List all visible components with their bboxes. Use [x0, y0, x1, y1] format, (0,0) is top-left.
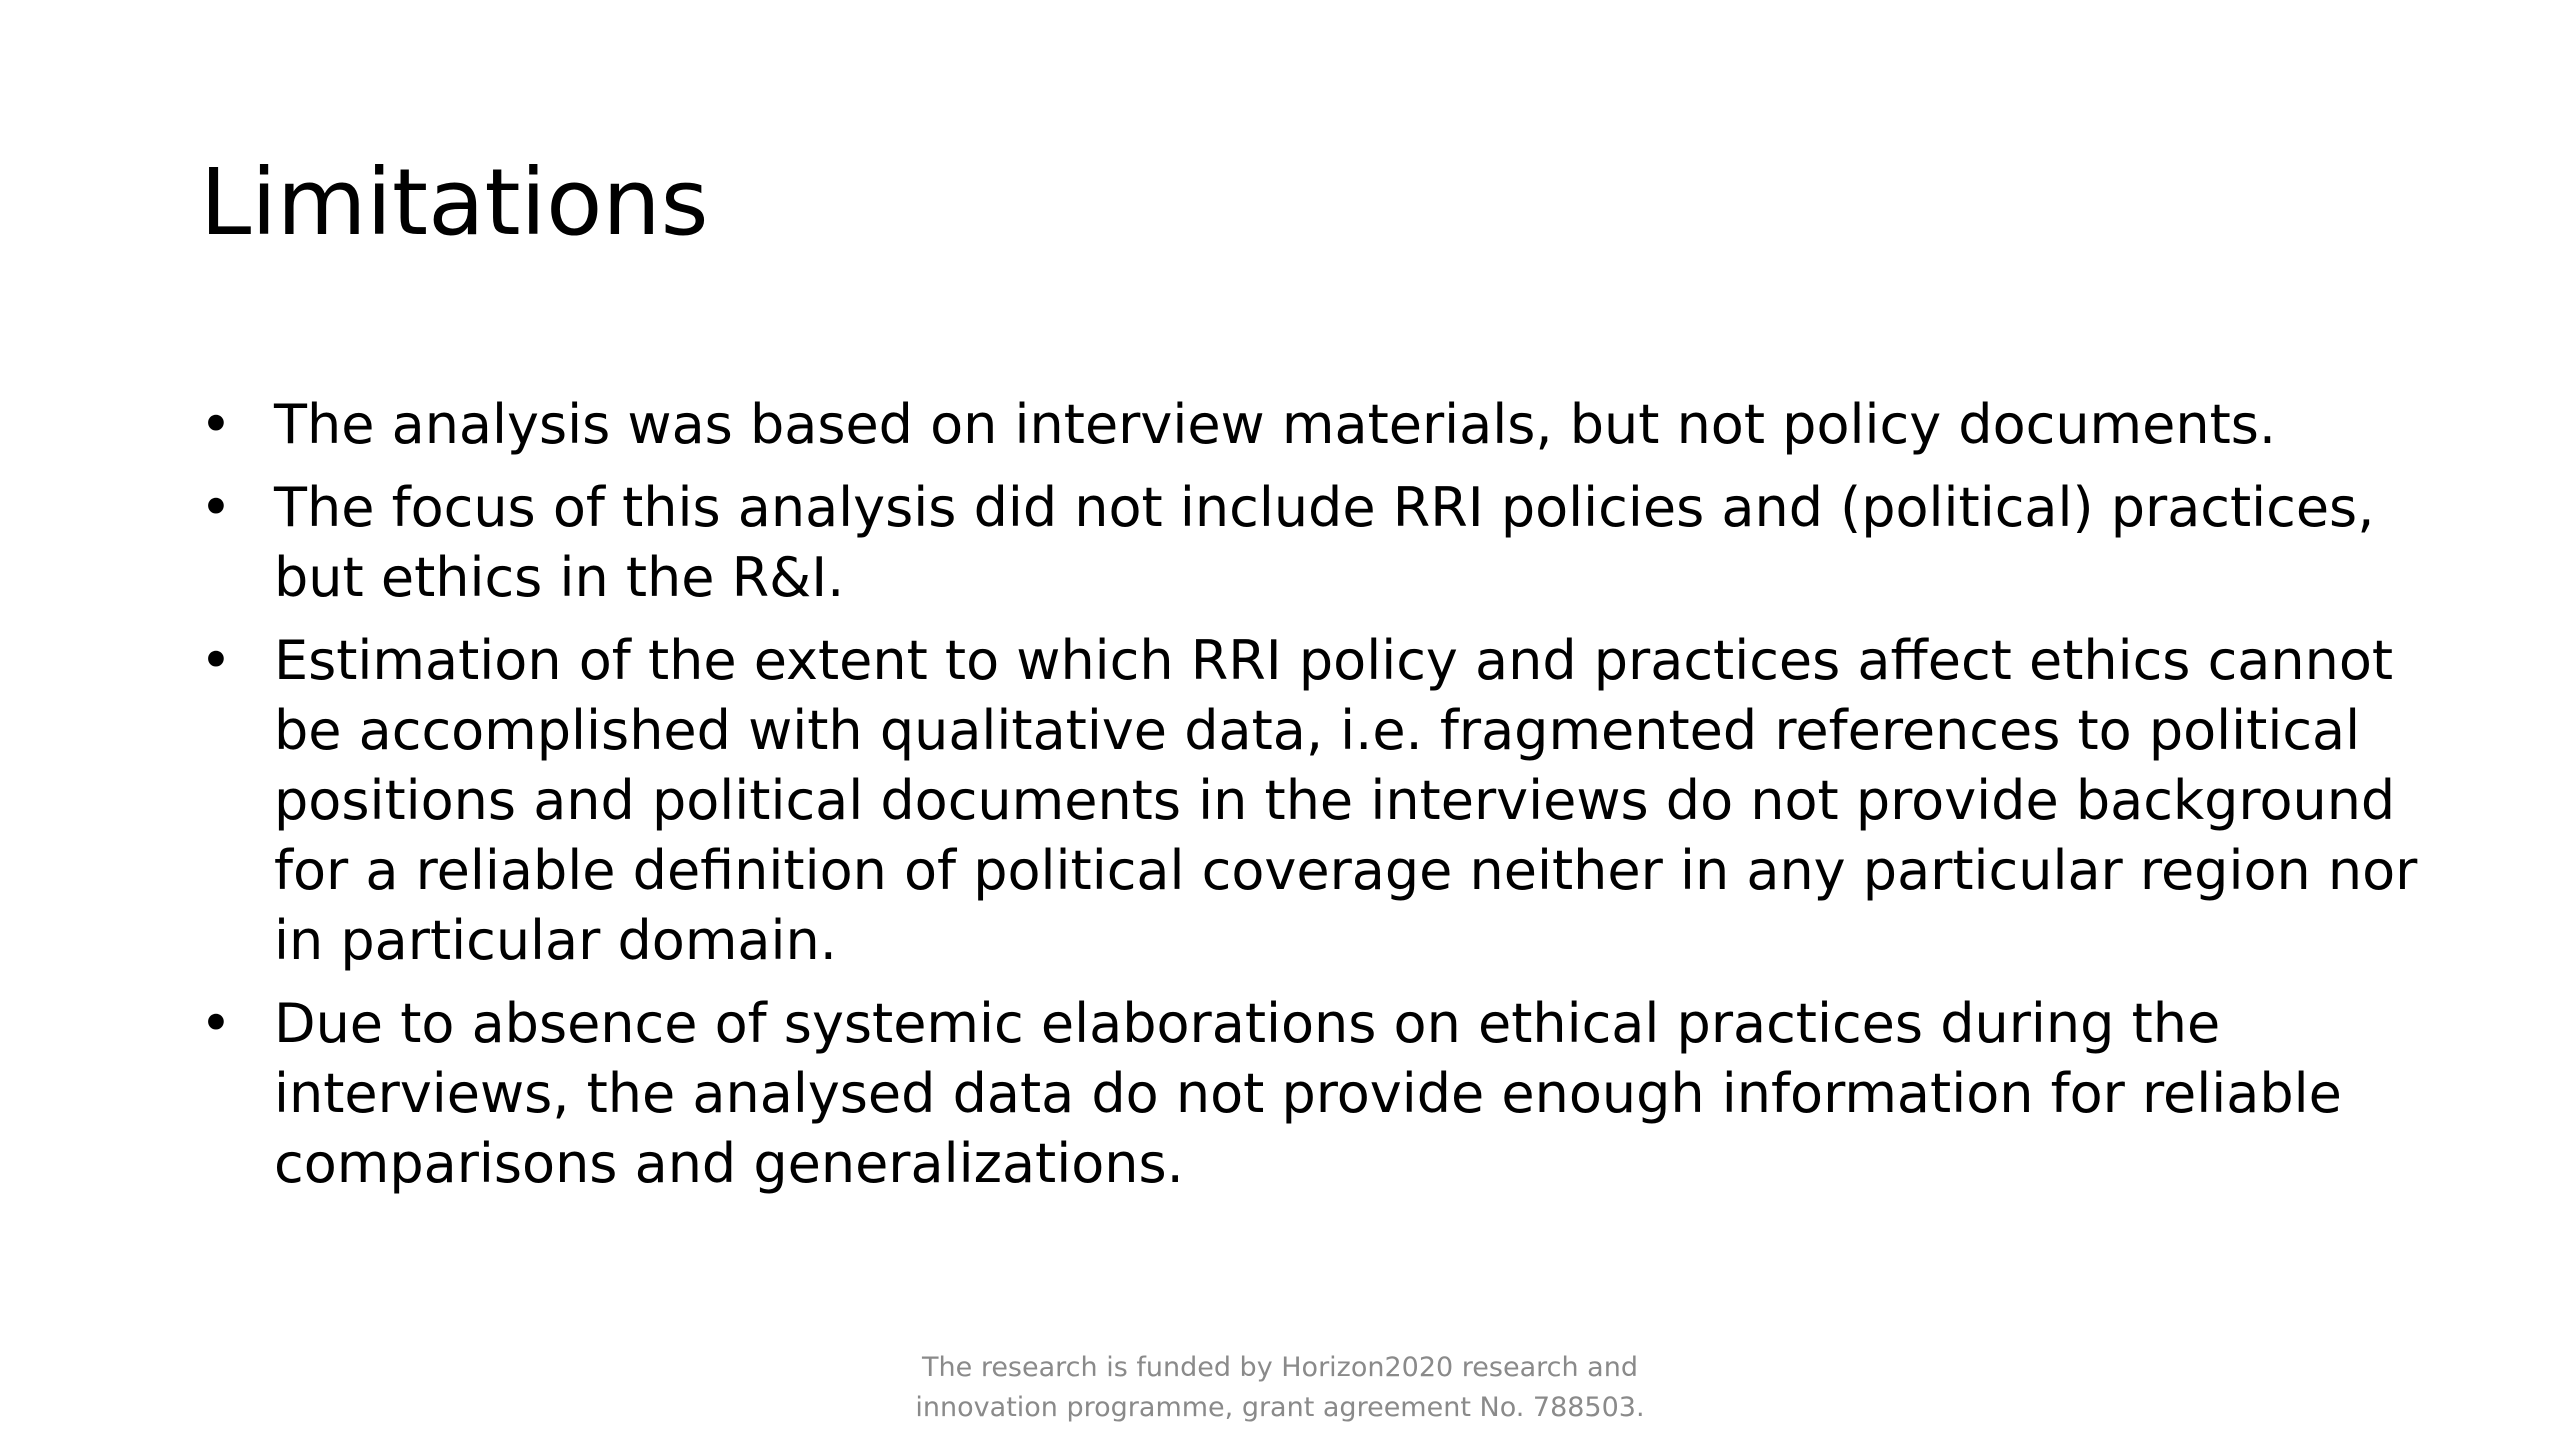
- bullet-text: Due to absence of systemic elaborations on ethical practices during the interviews, the analysed data do not provide enough information for reliable comparisons and generalizations.: [274, 992, 2342, 1195]
- footer-line-1: The research is funded by Horizon2020 research and: [922, 1352, 1638, 1383]
- bullet-item: [200, 473, 2420, 613]
- bullet-list: [200, 390, 2420, 1212]
- bullet-icon: •: [200, 992, 232, 1055]
- bullet-icon: •: [200, 476, 232, 539]
- bullet-text: The focus of this analysis did not include RRI policies and (political) practices, but ethics in the R&I.: [274, 476, 2375, 609]
- footer-line-2: innovation programme, grant agreement No. 788503.: [915, 1392, 1645, 1423]
- bullet-text: Estimation of the extent to which RRI policy and practices affect ethics cannot be accomplished with qualitative data, i.e. fragmented references to political positions and political documents in the interviews do not provide background for a reliable definition of political coverage neither in any particular region nor in particular domain.: [274, 629, 2418, 972]
- bullet-item: [200, 989, 2420, 1199]
- bullet-item: [200, 626, 2420, 976]
- bullet-item: [200, 390, 2420, 460]
- bullet-text: The analysis was based on interview materials, but not policy documents.: [274, 393, 2277, 456]
- bullet-icon: •: [200, 393, 232, 456]
- slide-title: Limitations: [200, 149, 709, 256]
- funding-footer: [0, 1348, 2560, 1428]
- bullet-icon: •: [200, 629, 232, 692]
